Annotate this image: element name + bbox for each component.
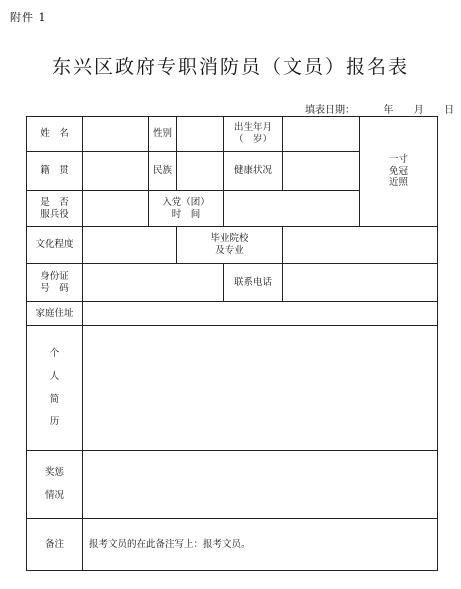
birth-label-line2: （ 岁） — [233, 134, 272, 145]
ethnicity-field[interactable] — [177, 152, 224, 191]
health-field[interactable] — [283, 152, 360, 191]
military-line2: 服兵役 — [40, 208, 69, 220]
row-id — [27, 264, 438, 302]
remark-label: 备注 — [27, 519, 83, 571]
military-label — [27, 191, 83, 227]
phone-label: 联系电话 — [224, 264, 283, 302]
resume-char: 简 — [49, 393, 60, 405]
remark-text: 报考文员的在此备注写上：报考文员。 — [83, 519, 438, 571]
name-label: 姓 名 — [27, 117, 83, 152]
military-line1: 是 否 — [40, 196, 69, 208]
ethnicity-label: 民族 — [149, 152, 177, 191]
month-label: 月 — [413, 105, 424, 116]
row-name — [27, 117, 438, 152]
military-field[interactable] — [83, 191, 149, 227]
awards-label — [27, 451, 83, 519]
row-address — [27, 302, 438, 326]
row-remark — [27, 519, 438, 571]
awards-line: 奖惩 — [44, 467, 64, 479]
resume-char: 个 — [49, 347, 60, 359]
awards-line: 情况 — [44, 490, 64, 501]
id-label — [27, 264, 83, 302]
year-label: 年 — [383, 105, 394, 116]
party-field[interactable] — [224, 191, 360, 227]
education-label: 文化程度 — [27, 227, 83, 264]
photo-line1: 一寸 — [388, 153, 408, 165]
native-place-field[interactable] — [83, 152, 149, 191]
id-line1: 身份证 — [40, 270, 69, 282]
resume-field[interactable] — [83, 326, 438, 451]
health-label: 健康状况 — [224, 152, 283, 191]
day-label: 日 — [444, 105, 455, 116]
gender-field[interactable] — [177, 117, 224, 152]
name-field[interactable] — [83, 117, 149, 152]
row-education — [27, 227, 438, 264]
id-line2: 号 码 — [40, 282, 69, 294]
birth-field[interactable] — [283, 117, 360, 152]
fill-date — [305, 101, 454, 116]
photo-line2: 免冠 — [388, 165, 408, 177]
fill-date-label: 填表日期： — [305, 105, 355, 116]
party-line2: 时 间 — [171, 208, 201, 220]
resume-char: 历 — [49, 416, 60, 428]
registration-form-table — [26, 116, 438, 571]
education-field[interactable] — [83, 227, 177, 264]
photo-box — [360, 117, 438, 227]
id-field[interactable] — [83, 264, 224, 302]
gender-label: 性别 — [149, 117, 177, 152]
awards-field[interactable] — [83, 451, 438, 519]
address-label: 家庭住址 — [27, 302, 83, 326]
school-line2: 及专业 — [215, 245, 244, 256]
party-line1: 入党（团） — [162, 196, 210, 208]
row-awards — [27, 451, 438, 519]
photo-line3: 近照 — [388, 177, 408, 189]
form-title: 东兴区政府专职消防员（文员）报名表 — [51, 56, 409, 78]
attachment-label: 附件 1 — [10, 11, 47, 24]
birth-label-line1: 出生年月 — [233, 122, 272, 134]
birth-label — [224, 117, 283, 152]
resume-char: 人 — [49, 370, 60, 382]
party-label — [149, 191, 224, 227]
row-resume — [27, 326, 438, 451]
resume-label — [27, 326, 83, 451]
school-label — [177, 227, 283, 264]
school-line1: 毕业院校 — [210, 233, 249, 245]
native-place-label: 籍 贯 — [27, 152, 83, 191]
school-field[interactable] — [283, 227, 438, 264]
phone-field[interactable] — [283, 264, 438, 302]
address-field[interactable] — [83, 302, 438, 326]
